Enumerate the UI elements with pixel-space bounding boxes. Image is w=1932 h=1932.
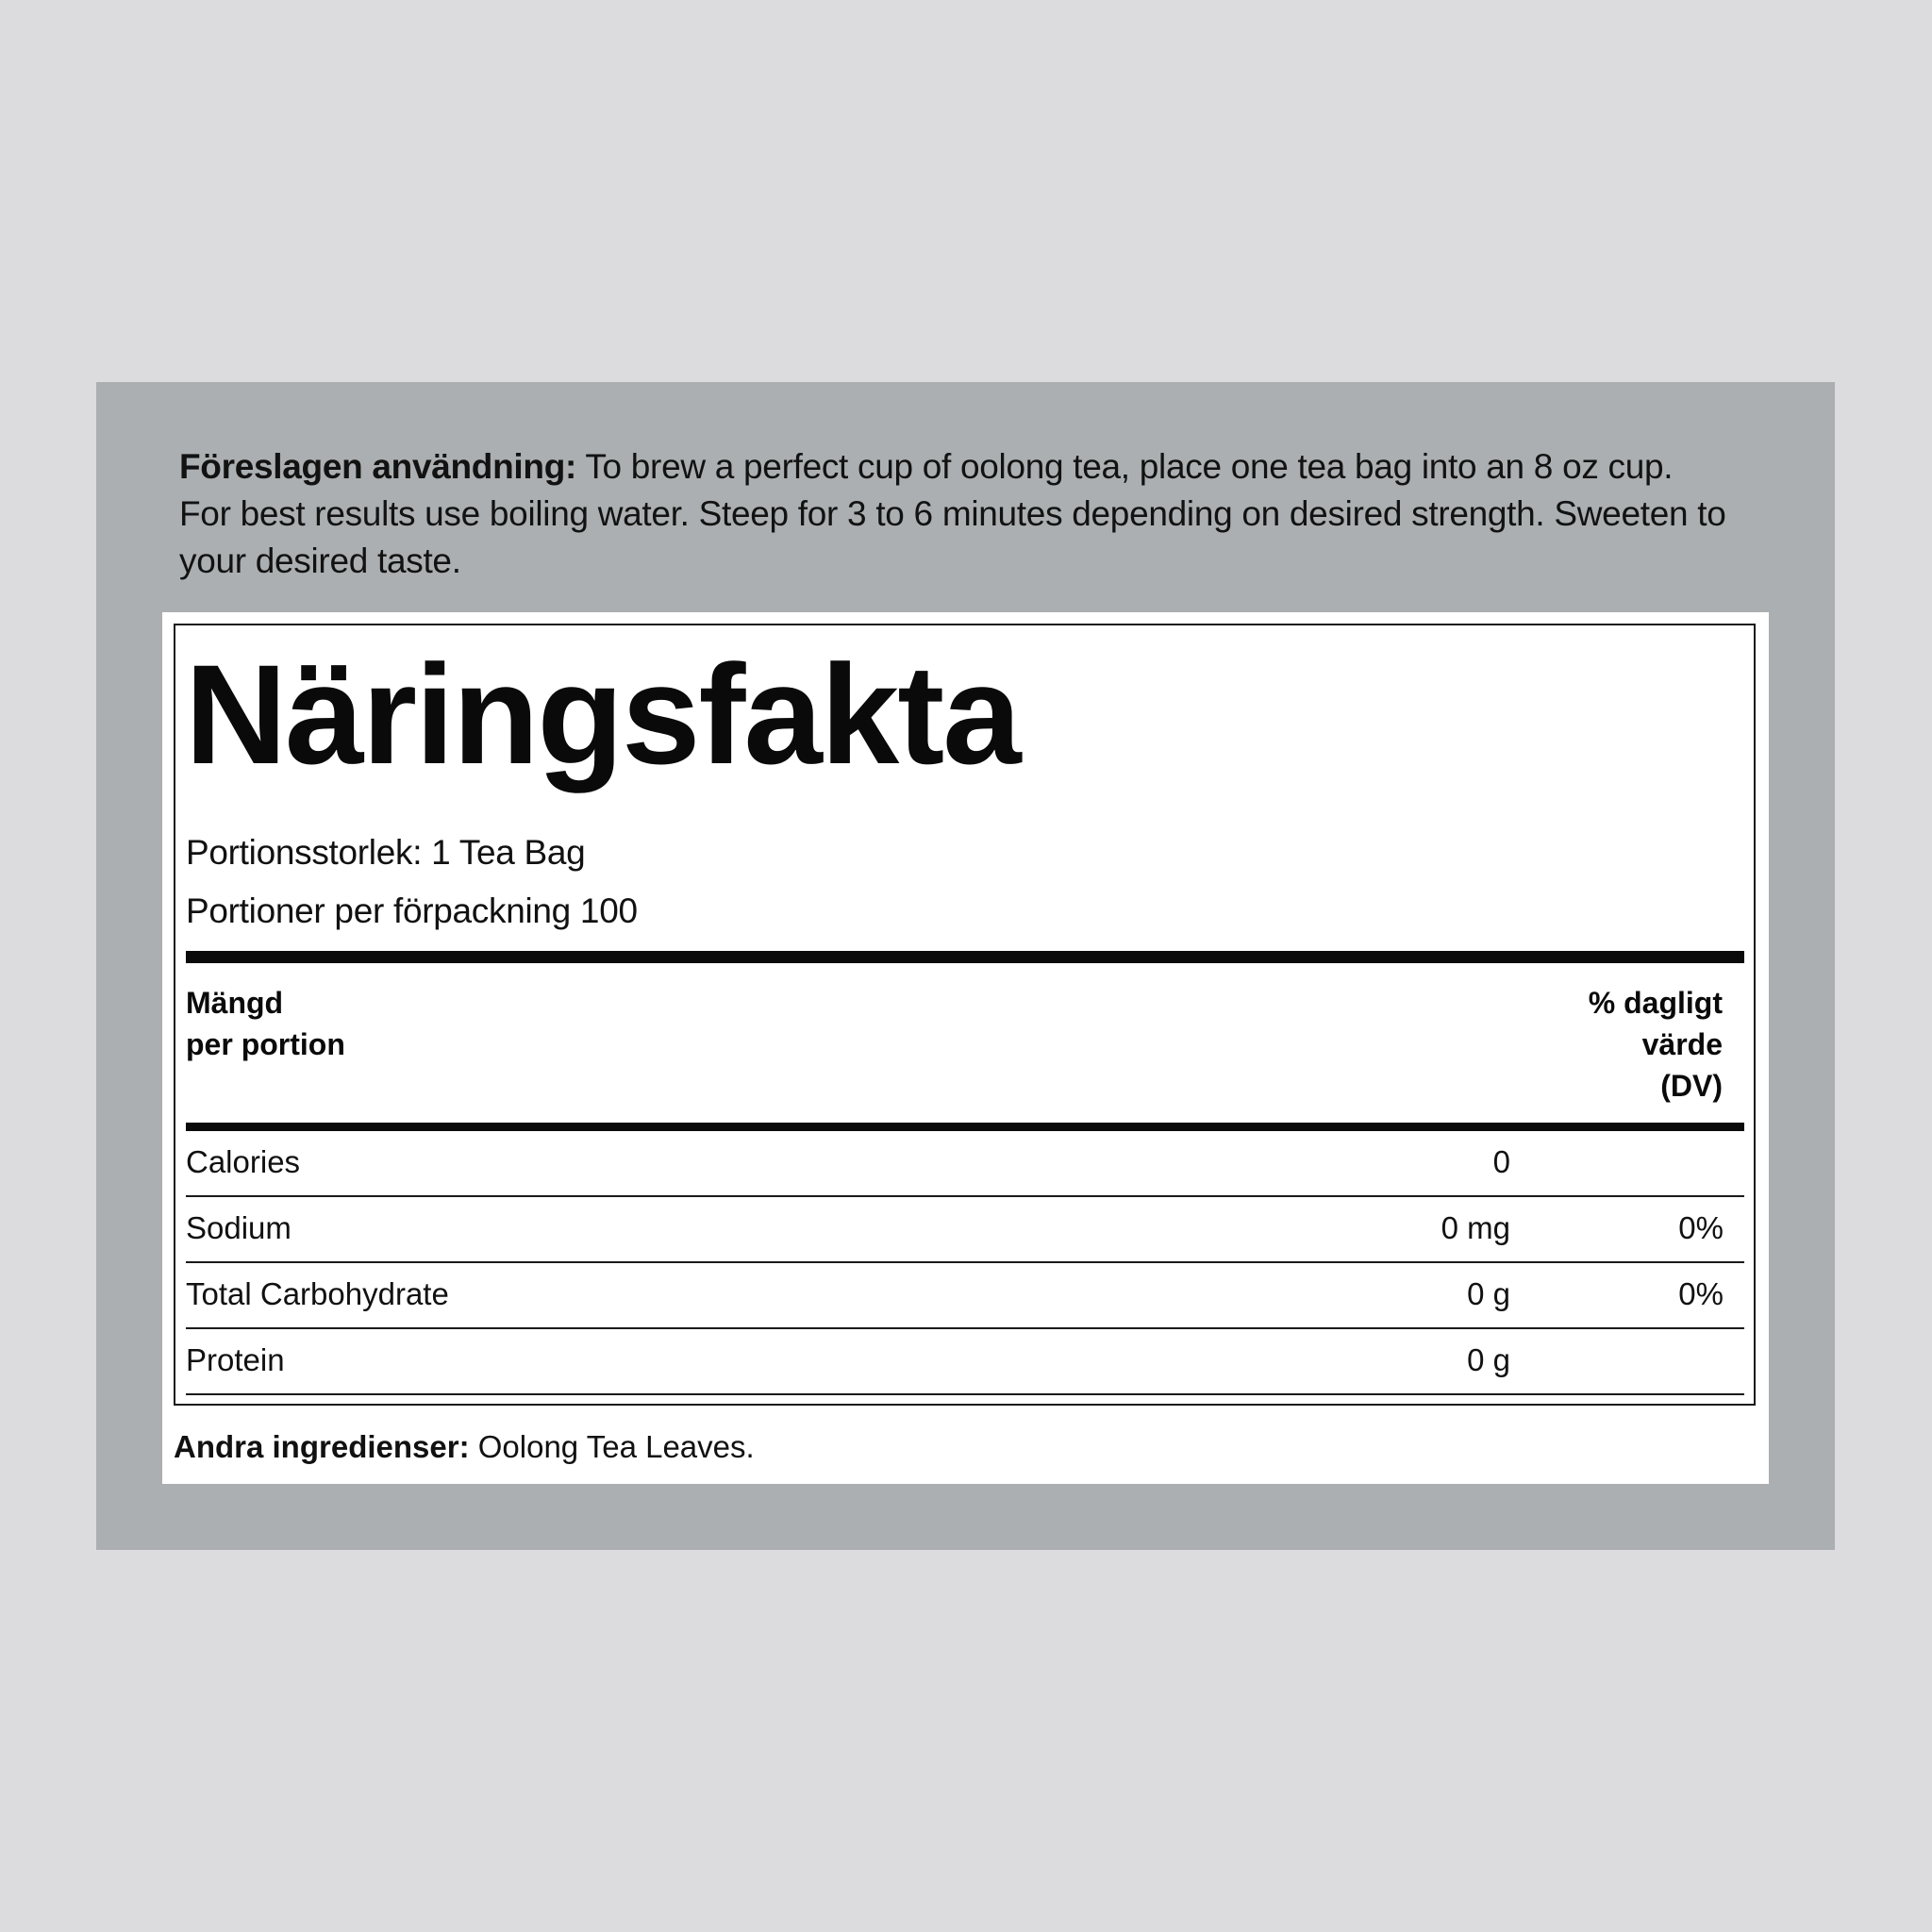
- serving-size: Portionsstorlek: 1 Tea Bag: [186, 833, 586, 872]
- servings-per-container: Portioner per förpackning 100: [186, 891, 638, 930]
- dv-header-line1: % dagligt: [1588, 986, 1723, 1020]
- dv-header-line3: (DV): [1660, 1069, 1723, 1103]
- nutrient-amount: 0 g: [1467, 1342, 1510, 1377]
- other-ingredients-label: Andra ingredienser:: [174, 1429, 470, 1464]
- nutrient-name: Protein: [186, 1342, 285, 1377]
- suggested-use-text: [179, 443, 1726, 585]
- nutrient-name: Total Carbohydrate: [186, 1276, 449, 1311]
- other-ingredients: [174, 1426, 755, 1468]
- dv-header-line2: värde: [1641, 1027, 1723, 1061]
- other-ingredients-text: Oolong Tea Leaves.: [469, 1429, 755, 1464]
- nutrient-row-total-carbohydrate: [186, 1263, 1744, 1329]
- amount-per-serving-header: [186, 982, 345, 1065]
- thick-divider-top: [186, 951, 1744, 963]
- nutrient-row-sodium: [186, 1197, 1744, 1263]
- nutrient-amount: 0 mg: [1441, 1210, 1510, 1245]
- nutrient-daily-value: 0%: [1678, 1210, 1724, 1245]
- nutrient-row-protein: [186, 1329, 1744, 1395]
- amount-header-line2: per portion: [186, 1027, 345, 1061]
- nutrient-amount: 0 g: [1467, 1276, 1510, 1311]
- nutrition-facts-title: Näringsfakta: [185, 635, 1020, 793]
- daily-value-header: [1589, 982, 1723, 1107]
- suggested-use-label: Föreslagen användning:: [179, 447, 577, 486]
- suggested-use-body: To brew a perfect cup of oolong tea, place one tea bag into an 8 oz cup. For best results use boiling water. Steep for 3 to 6 minutes depending on desired strength. Sweeten to your desired taste.: [179, 447, 1726, 580]
- amount-header-line1: Mängd: [186, 986, 284, 1020]
- thick-divider-bottom: [186, 1123, 1744, 1131]
- nutrient-amount: 0: [1492, 1144, 1510, 1179]
- nutrient-row-calories: [186, 1131, 1744, 1197]
- nutrient-name: Calories: [186, 1144, 301, 1179]
- nutrient-daily-value: 0%: [1678, 1276, 1724, 1311]
- nutrient-name: Sodium: [186, 1210, 291, 1245]
